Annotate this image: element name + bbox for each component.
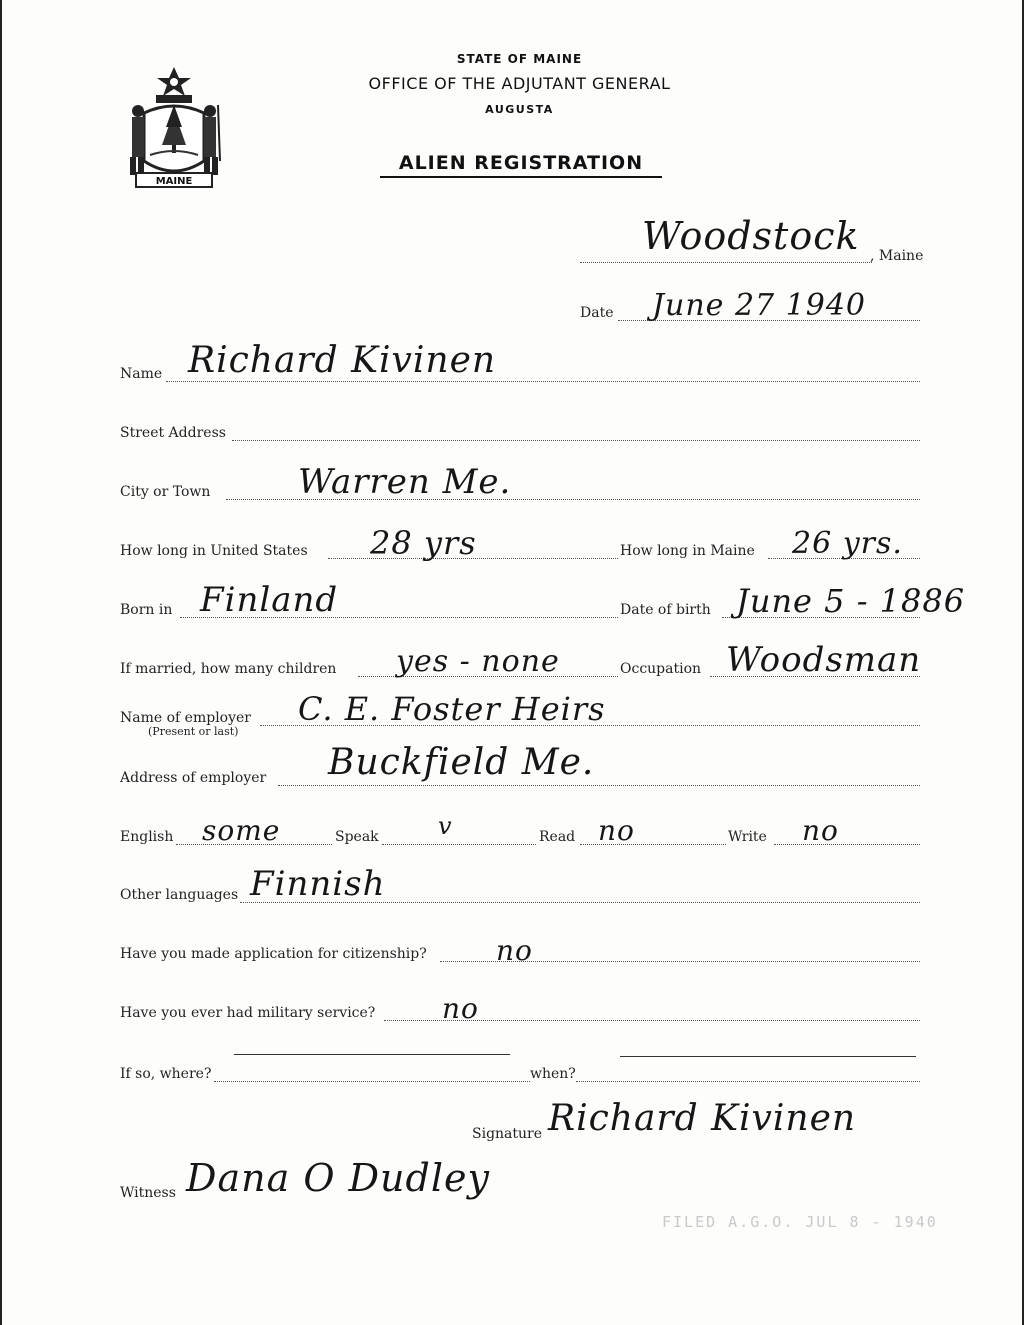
when-label: when?	[530, 1066, 576, 1082]
born-in-label: Born in	[120, 602, 173, 618]
maine-state-seal-icon	[122, 65, 227, 190]
write-value[interactable]: no	[802, 814, 839, 847]
children-label: If married, how many children	[120, 661, 337, 677]
city-town-label: City or Town	[120, 484, 211, 500]
date-label: Date	[580, 305, 614, 321]
write-label: Write	[728, 829, 767, 845]
citizenship-value[interactable]: no	[496, 934, 533, 967]
english-label: English	[120, 829, 174, 845]
occupation-value[interactable]: Woodsman	[726, 640, 922, 680]
where-label: If so, where?	[120, 1066, 212, 1082]
location-suffix: , Maine	[870, 248, 924, 264]
employer-address-label: Address of employer	[120, 770, 267, 786]
header-state: STATE OF MAINE	[456, 52, 583, 66]
witness-label: Witness	[120, 1185, 176, 1201]
english-value[interactable]: some	[202, 814, 281, 847]
occupation-label: Occupation	[620, 661, 702, 677]
date-of-birth-label: Date of birth	[620, 602, 711, 618]
form-title: ALIEN REGISTRATION	[380, 152, 662, 178]
military-value[interactable]: no	[442, 992, 479, 1025]
date-value[interactable]: June 27 1940	[652, 288, 867, 323]
city-town-value[interactable]: Warren Me.	[298, 462, 512, 502]
how-long-us-value[interactable]: 28 yrs	[370, 524, 477, 562]
how-long-maine-label: How long in Maine	[620, 543, 755, 559]
when-dash-mark	[620, 1056, 916, 1057]
other-languages-value[interactable]: Finnish	[250, 864, 386, 904]
speak-label: Speak	[335, 829, 379, 845]
header-city: AUGUSTA	[485, 103, 554, 116]
signature-value[interactable]: Richard Kivinen	[548, 1098, 857, 1139]
military-label: Have you ever had military service?	[120, 1005, 376, 1021]
received-stamp: FILED A.G.O. JUL 8 - 1940	[662, 1213, 938, 1231]
read-label: Read	[539, 829, 576, 845]
signature-label: Signature	[472, 1126, 543, 1142]
employer-address-value[interactable]: Buckfield Me.	[328, 742, 595, 783]
employer-value[interactable]: C. E. Foster Heirs	[298, 690, 606, 728]
born-in-value[interactable]: Finland	[200, 580, 339, 620]
how-long-us-label: How long in United States	[120, 543, 308, 559]
street-address-label: Street Address	[120, 425, 226, 441]
citizenship-label: Have you made application for citizenship?	[120, 946, 427, 962]
name-label: Name	[120, 366, 163, 382]
read-value[interactable]: no	[598, 814, 635, 847]
date-of-birth-value[interactable]: June 5 - 1886	[736, 582, 966, 620]
seal-banner-text: MAINE	[155, 176, 193, 187]
children-value[interactable]: yes - none	[396, 644, 560, 679]
speak-value[interactable]: v	[438, 812, 453, 840]
location-value[interactable]: Woodstock	[642, 214, 860, 258]
header-office: OFFICE OF THE ADJUTANT GENERAL	[368, 74, 671, 93]
where-dash-mark	[234, 1054, 510, 1055]
name-value[interactable]: Richard Kivinen	[188, 340, 497, 381]
employer-sublabel: (Present or last)	[148, 725, 239, 738]
other-languages-label: Other languages	[120, 887, 239, 903]
witness-value[interactable]: Dana O Dudley	[186, 1156, 490, 1200]
employer-label: Name of employer	[120, 710, 251, 726]
how-long-maine-value[interactable]: 26 yrs.	[792, 526, 903, 561]
